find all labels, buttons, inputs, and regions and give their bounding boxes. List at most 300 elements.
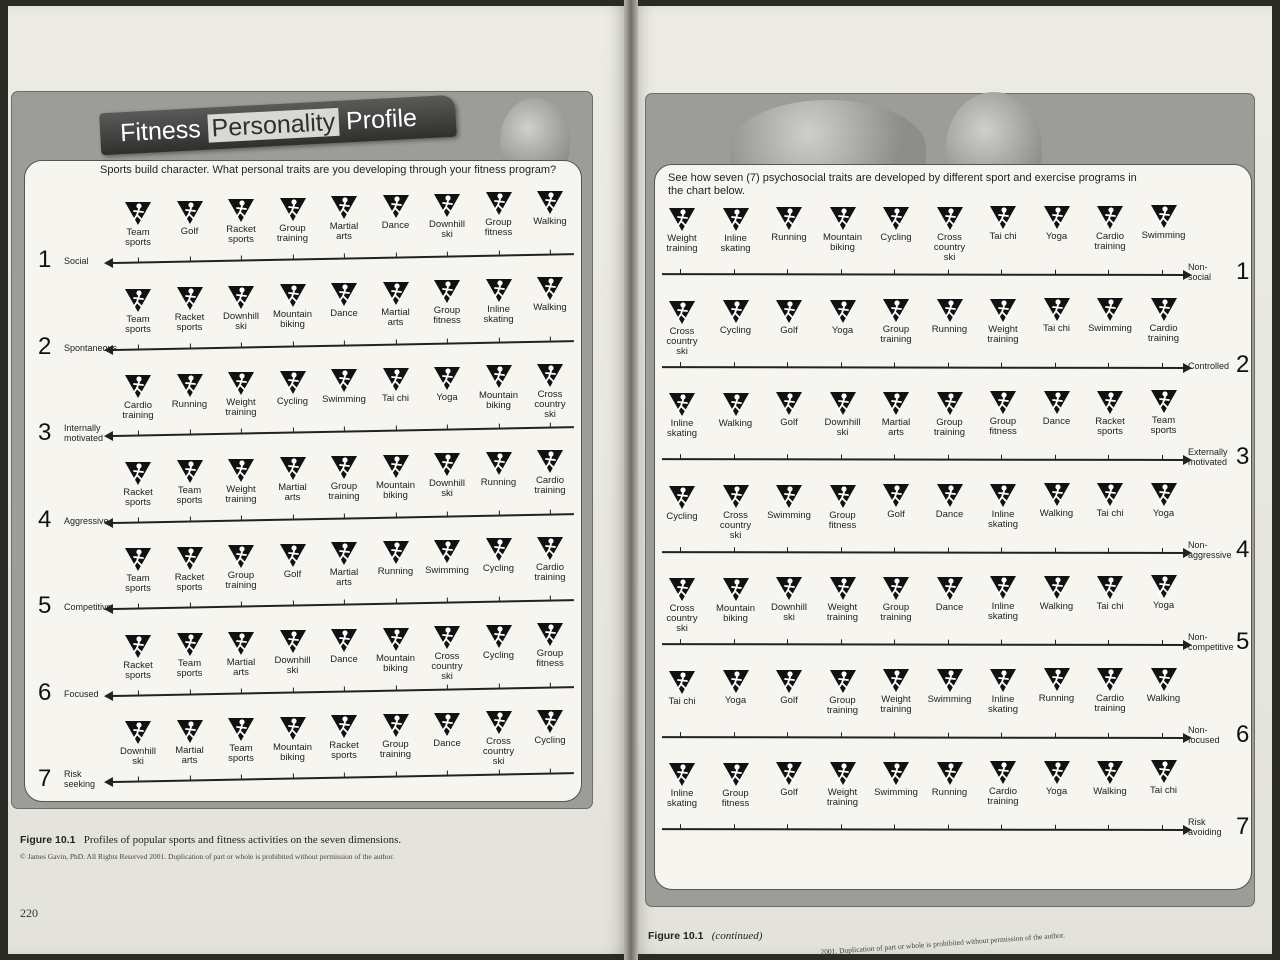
activity-label: Downhill ski [824, 417, 861, 439]
activity-label: Downhill ski [274, 655, 311, 677]
activity-pictogram-icon [882, 760, 910, 786]
activity-pictogram-icon [227, 543, 255, 569]
activity-pictogram-icon [775, 390, 803, 416]
activity-label: Cross country ski [482, 736, 515, 768]
activity-label: Yoga [724, 695, 747, 707]
activity-pictogram-icon [176, 631, 204, 657]
activity-item [868, 297, 924, 345]
trait-label: Non- focused [1188, 724, 1220, 745]
activity-pictogram-icon [829, 668, 857, 694]
trait-number: 5 [1236, 628, 1250, 655]
activity-item [922, 390, 978, 438]
activity-pictogram-icon [330, 281, 358, 307]
axis-tick [1001, 547, 1002, 552]
axis-tick [138, 344, 139, 349]
axis-tick [734, 547, 735, 552]
activity-pictogram-icon [1150, 388, 1178, 414]
activity-pictogram-icon [775, 760, 803, 786]
activity-item [316, 281, 372, 319]
activity-label: Yoga [1045, 230, 1068, 242]
activity-label: Group fitness [721, 787, 750, 809]
activity-pictogram-icon [936, 390, 964, 416]
activity-label: Golf [180, 225, 199, 237]
activity-pictogram-icon [124, 546, 152, 572]
activity-pictogram-icon [1043, 389, 1071, 415]
activity-pictogram-icon [279, 715, 307, 741]
activity-pictogram-icon [433, 624, 461, 650]
activity-label: Swimming [1088, 323, 1132, 335]
activity-label: Cross country ski [431, 651, 463, 683]
activity-label: Golf [887, 509, 905, 521]
axis-tick [189, 256, 190, 261]
activity-label: Racket sports [1095, 415, 1125, 437]
axis-tick [734, 639, 735, 644]
activity-item [975, 759, 1031, 807]
activity-item [975, 574, 1031, 622]
activity-pictogram-icon [722, 761, 750, 787]
activity-label: Downhill ski [223, 310, 259, 332]
axis-tick [787, 732, 788, 737]
trait-label: Social [64, 256, 89, 266]
axis-tick [734, 269, 735, 274]
trait-label: Controlled [1188, 360, 1230, 371]
axis-tick [1055, 455, 1056, 460]
activity-item [922, 297, 978, 335]
activity-label: Martial arts [381, 306, 410, 328]
axis-tick [1001, 455, 1002, 460]
activity-pictogram-icon [936, 205, 964, 231]
activity-label: Inline skating [720, 232, 751, 254]
trait-number: 2 [38, 332, 52, 360]
activity-item [1029, 204, 1085, 242]
trait-label: Risk avoiding [1188, 817, 1222, 837]
activity-pictogram-icon [536, 535, 564, 561]
activity-label: Martial arts [329, 567, 359, 589]
activity-label: Tai chi [382, 393, 409, 404]
activity-label: Group fitness [828, 509, 857, 531]
activity-label: Martial arts [881, 416, 911, 438]
activity-label: Racket sports [174, 571, 205, 593]
activity-item [815, 760, 871, 808]
right-copyright: 2001. Duplication of part or whole is prohibited without permission of the author. [820, 930, 1066, 957]
axis-tick [498, 770, 499, 775]
activity-item [162, 199, 218, 237]
activity-pictogram-icon [936, 575, 964, 601]
activity-item [868, 575, 924, 623]
activity-pictogram-icon [989, 667, 1017, 693]
trait-number: 4 [1236, 535, 1250, 563]
figure-continued-text: (continued) [711, 930, 763, 942]
activity-pictogram-icon [775, 575, 803, 601]
activity-item [110, 546, 166, 594]
activity-pictogram-icon [485, 190, 513, 216]
axis-tick [894, 547, 895, 552]
activity-item [110, 373, 166, 421]
activity-item [471, 623, 527, 661]
activity-item [316, 194, 372, 242]
axis-tick [1055, 732, 1056, 737]
axis-tick [498, 337, 499, 342]
axis-tick [292, 255, 293, 260]
activity-label: Walking [1146, 692, 1181, 704]
trait-axis-arrow [662, 736, 1184, 739]
activity-label: Team sports [176, 485, 203, 507]
axis-tick [550, 682, 551, 687]
activity-item [265, 542, 321, 580]
activity-item [708, 668, 764, 706]
activity-label: Racket sports [123, 486, 153, 508]
activity-label: Yoga [436, 391, 458, 403]
figure-label-continued: Figure 10.1 [648, 930, 704, 942]
activity-label: Golf [780, 324, 798, 336]
axis-tick [841, 732, 842, 737]
activity-pictogram-icon [829, 483, 857, 509]
activity-label: Tai chi [989, 231, 1017, 243]
axis-tick [498, 251, 499, 256]
axis-tick [680, 269, 681, 274]
activity-label: Cardio training [1147, 322, 1180, 344]
activity-pictogram-icon [279, 542, 307, 568]
activity-item [471, 536, 527, 574]
axis-tick [344, 513, 345, 518]
axis-tick [1001, 270, 1002, 275]
activity-pictogram-icon [722, 391, 750, 417]
axis-tick [292, 428, 293, 433]
activity-item [922, 205, 978, 263]
activity-pictogram-icon [989, 759, 1017, 785]
axis-tick [189, 343, 190, 348]
activity-label: Team sports [1150, 415, 1177, 437]
activity-label: Swimming [1141, 230, 1186, 242]
activity-pictogram-icon [227, 197, 255, 223]
axis-tick [894, 454, 895, 459]
axis-tick [841, 824, 842, 829]
trait-label: Spontaneous [64, 342, 118, 353]
activity-item [522, 448, 578, 496]
activity-item [316, 627, 372, 665]
activity-pictogram-icon [775, 668, 803, 694]
axis-tick [787, 639, 788, 644]
activity-pictogram-icon [433, 538, 461, 564]
axis-tick [241, 256, 242, 261]
activity-label: Walking [1039, 600, 1074, 612]
activity-pictogram-icon [227, 284, 255, 310]
axis-tick [138, 517, 139, 522]
activity-pictogram-icon [775, 483, 803, 509]
activity-label: Tai chi [1043, 323, 1070, 335]
trait-number: 2 [1236, 350, 1250, 378]
axis-tick [894, 732, 895, 737]
axis-tick [241, 602, 242, 607]
activity-pictogram-icon [330, 713, 358, 739]
activity-pictogram-icon [668, 484, 696, 510]
activity-label: Downhill ski [429, 478, 465, 500]
activity-label: Team sports [125, 227, 151, 248]
figure-label: Figure 10.1 [20, 834, 76, 846]
activity-label: Group fitness [433, 305, 461, 327]
activity-pictogram-icon [1150, 296, 1178, 322]
activity-label: Team sports [176, 658, 203, 680]
axis-tick [395, 339, 396, 344]
axis-tick [1055, 640, 1056, 645]
activity-pictogram-icon [936, 760, 964, 786]
activity-pictogram-icon [989, 574, 1017, 600]
activity-label: Yoga [1152, 507, 1175, 519]
activity-item [471, 277, 527, 325]
activity-item [213, 630, 269, 678]
activity-pictogram-icon [1096, 574, 1124, 600]
title-word-3: Profile [345, 103, 418, 136]
activity-pictogram-icon [829, 298, 857, 324]
trait-axis-arrow [662, 366, 1184, 369]
activity-item [110, 460, 166, 508]
activity-label: Tai chi [1096, 600, 1124, 612]
axis-tick [550, 769, 551, 774]
activity-item [213, 197, 269, 245]
activity-label: Martial arts [175, 744, 204, 766]
axis-tick [680, 732, 681, 737]
activity-item [368, 366, 424, 404]
activity-pictogram-icon [485, 363, 513, 389]
axis-tick [189, 429, 190, 434]
activity-item [922, 760, 978, 798]
axis-tick [395, 512, 396, 517]
activity-item [368, 453, 424, 501]
activity-item [471, 450, 527, 488]
activity-pictogram-icon [722, 576, 750, 602]
axis-tick [498, 683, 499, 688]
axis-tick [1001, 362, 1002, 367]
activity-item [265, 196, 321, 244]
activity-item [1029, 574, 1085, 612]
activity-label: Cross country ski [666, 603, 698, 634]
axis-tick [948, 547, 949, 552]
activity-item [368, 712, 424, 760]
activity-pictogram-icon [536, 189, 564, 215]
activity-label: Walking [533, 215, 567, 227]
axis-tick [680, 454, 681, 459]
activity-item [419, 624, 475, 682]
activity-label: Team sports [125, 573, 151, 594]
activity-item [213, 457, 269, 505]
axis-tick [948, 732, 949, 737]
activity-label: Team sports [228, 743, 254, 765]
axis-tick [292, 514, 293, 519]
activity-label: Yoga [831, 324, 854, 336]
activity-item [368, 626, 424, 674]
activity-item [265, 369, 321, 407]
activity-label: Mountain biking [272, 741, 313, 763]
activity-pictogram-icon [124, 373, 152, 399]
trait-number: 7 [1236, 813, 1250, 840]
activity-label: Cross country ski [666, 325, 698, 357]
activity-item [708, 576, 764, 624]
activity-label: Group fitness [989, 416, 1017, 438]
trait-number: 6 [38, 678, 52, 706]
activity-pictogram-icon [433, 365, 461, 391]
activity-item [761, 668, 817, 706]
activity-pictogram-icon [485, 709, 513, 735]
activity-pictogram-icon [1150, 573, 1178, 599]
right-intro-text: See how seven (7) psychosocial traits are developed by different sport and exercise programs in the chart below. [668, 172, 1137, 197]
axis-tick [447, 771, 448, 776]
activity-pictogram-icon [382, 193, 410, 219]
activity-item [654, 206, 710, 254]
activity-label: Golf [780, 694, 798, 706]
activity-item [975, 667, 1031, 715]
axis-tick [1162, 270, 1163, 275]
activity-pictogram-icon [668, 761, 696, 787]
activity-item [162, 718, 218, 766]
activity-item [815, 390, 871, 438]
axis-tick [841, 269, 842, 274]
title-word-2: Personality [207, 108, 340, 143]
activity-label: Group training [276, 222, 309, 244]
axis-tick [1108, 825, 1109, 830]
activity-label: Inline skating [987, 601, 1019, 623]
axis-tick [447, 338, 448, 343]
activity-item [761, 760, 817, 798]
activity-label: Mountain biking [478, 390, 519, 412]
activity-item [316, 454, 372, 502]
page-number: 220 [20, 906, 38, 920]
axis-tick [680, 824, 681, 829]
activity-item [419, 451, 475, 499]
activity-label: Tai chi [1150, 785, 1177, 797]
activity-item [975, 389, 1031, 437]
axis-tick [1055, 547, 1056, 552]
axis-tick [1108, 362, 1109, 367]
axis-tick [344, 773, 345, 778]
activity-pictogram-icon [1096, 759, 1124, 785]
activity-pictogram-icon [1043, 204, 1071, 230]
axis-tick [1108, 455, 1109, 460]
trait-number: 3 [1236, 443, 1250, 470]
activity-label: Dance [935, 601, 964, 613]
trait-label: Non- competitive [1188, 632, 1234, 652]
activity-label: Cardio training [122, 400, 154, 421]
activity-pictogram-icon [279, 628, 307, 654]
activity-pictogram-icon [485, 536, 513, 562]
axis-tick [787, 454, 788, 459]
axis-tick [948, 455, 949, 460]
axis-tick [1108, 732, 1109, 737]
activity-item [654, 761, 710, 809]
activity-label: Cycling [482, 649, 515, 661]
activity-label: Group fitness [484, 217, 513, 239]
activity-label: Cycling [880, 231, 912, 243]
activity-item [1136, 573, 1192, 611]
activity-item [1029, 759, 1085, 797]
axis-tick [734, 732, 735, 737]
axis-tick [447, 684, 448, 689]
activity-label: Group training [826, 694, 859, 716]
activity-label: Downhill ski [120, 746, 156, 767]
activity-pictogram-icon [829, 575, 857, 601]
activity-item [922, 667, 978, 705]
activity-label: Cycling [534, 734, 566, 746]
activity-label: Mountain biking [375, 652, 416, 674]
axis-tick [894, 269, 895, 274]
activity-pictogram-icon [330, 540, 358, 566]
activity-pictogram-icon [1043, 481, 1071, 507]
activity-item [110, 287, 166, 335]
activity-label: Inline skating [666, 788, 698, 809]
activity-item [522, 275, 578, 313]
activity-label: Mountain biking [822, 232, 863, 254]
axis-tick [894, 639, 895, 644]
activity-label: Martial arts [329, 221, 359, 243]
activity-pictogram-icon [882, 297, 910, 323]
activity-pictogram-icon [936, 667, 964, 693]
activity-item [922, 482, 978, 520]
activity-pictogram-icon [722, 298, 750, 324]
book-gutter [624, 0, 638, 960]
activity-item [761, 205, 817, 243]
activity-item [110, 200, 166, 248]
activity-item [708, 391, 764, 429]
trait-number: 5 [38, 592, 52, 619]
activity-item [316, 713, 372, 761]
activity-item [815, 575, 871, 623]
activity-label: Walking [533, 302, 567, 314]
activity-item [419, 192, 475, 240]
activity-item [110, 633, 166, 681]
trait-number: 4 [38, 505, 52, 533]
activity-pictogram-icon [176, 285, 204, 311]
activity-pictogram-icon [382, 453, 410, 479]
activity-item [868, 205, 924, 243]
axis-tick [1055, 362, 1056, 367]
activity-label: Inline skating [987, 693, 1019, 715]
axis-tick [498, 424, 499, 429]
axis-tick [1162, 732, 1163, 737]
activity-item [1136, 203, 1192, 241]
activity-label: Golf [283, 568, 302, 580]
activity-label: Yoga [1045, 785, 1068, 797]
activity-pictogram-icon [936, 297, 964, 323]
activity-item [1029, 296, 1085, 334]
activity-item [815, 298, 871, 336]
activity-label: Running [480, 476, 517, 488]
axis-tick [447, 598, 448, 603]
activity-label: Group training [880, 324, 912, 346]
activity-label: Dance [381, 220, 410, 231]
axis-tick [841, 639, 842, 644]
activity-pictogram-icon [176, 718, 204, 744]
axis-tick [138, 603, 139, 608]
activity-label: Walking [1093, 785, 1127, 797]
activity-item [868, 760, 924, 798]
activity-pictogram-icon [989, 204, 1017, 230]
axis-tick [292, 341, 293, 346]
axis-tick [550, 250, 551, 255]
activity-pictogram-icon [1150, 203, 1178, 229]
axis-tick [948, 362, 949, 367]
axis-tick [447, 425, 448, 430]
activity-label: Team sports [125, 313, 151, 335]
activity-pictogram-icon [330, 194, 358, 220]
axis-tick [344, 600, 345, 605]
activity-pictogram-icon [989, 297, 1017, 323]
axis-tick [841, 454, 842, 459]
activity-pictogram-icon [1096, 666, 1124, 692]
activity-item [1136, 666, 1192, 704]
activity-pictogram-icon [1096, 481, 1124, 507]
activity-item [522, 708, 578, 746]
activity-item [213, 543, 269, 591]
activity-pictogram-icon [176, 545, 204, 571]
